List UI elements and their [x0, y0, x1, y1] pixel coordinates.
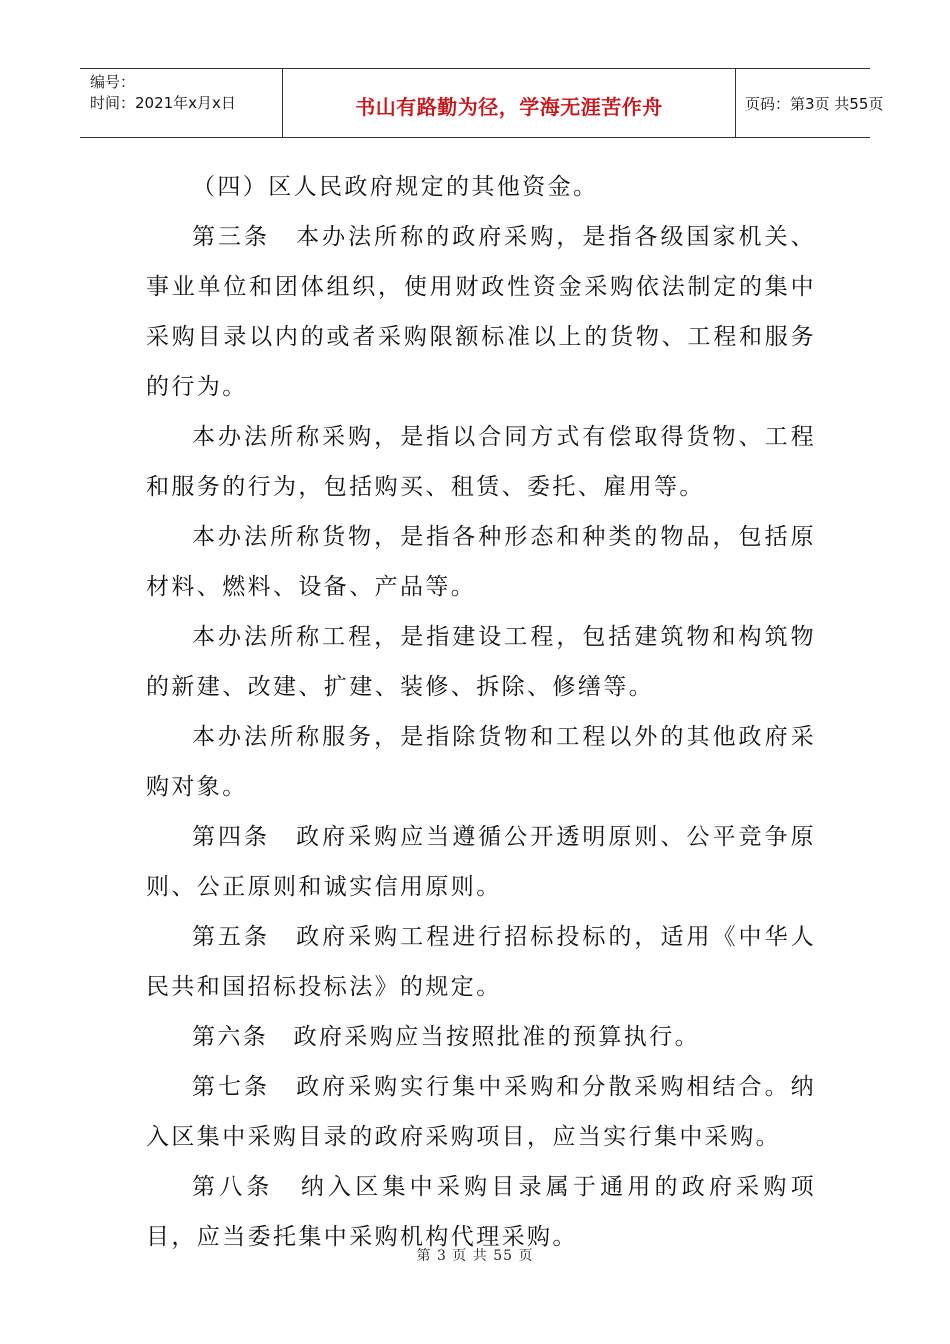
header-motto-cell: [282, 69, 736, 137]
header-left-cell: [80, 69, 282, 137]
paragraph: 本办法所称服务，是指除货物和工程以外的其他政府采购对象。: [146, 724, 816, 800]
paragraph: 本办法所称工程，是指建设工程，包括建筑物和构筑物的新建、改建、扩建、装修、拆除、修缮等。: [146, 624, 816, 700]
header-motto: 书山有路勤为径，学海无涯苦作舟: [355, 95, 663, 119]
paragraph: 第四条 政府采购应当遵循公开透明原则、公平竞争原则、公正原则和诚实信用原则。: [146, 824, 816, 900]
paragraph: 第七条 政府采购实行集中采购和分散采购相结合。纳入区集中采购目录的政府采购项目，应当实行集中采购。: [146, 1074, 816, 1150]
paragraph: （四）区人民政府规定的其他资金。: [192, 174, 599, 200]
document-body: [146, 162, 816, 1262]
header-right-cell: [735, 69, 884, 137]
date-label: 时间：2021年x月x日: [90, 94, 236, 112]
serial-number-label: 编号：: [90, 73, 136, 91]
paragraph: 第六条 政府采购应当按照批准的预算执行。: [192, 1024, 700, 1050]
paragraph: 第三条 本办法所称的政府采购，是指各级国家机关、事业单位和团体组织，使用财政性资金采购依法制定的集中采购目录以内的或者采购限额标准以上的货物、工程和服务的行为。: [146, 224, 816, 400]
page-header: [80, 68, 884, 138]
paragraph: 第五条 政府采购工程进行招标投标的，适用《中华人民共和国招标投标法》的规定。: [146, 924, 816, 1000]
header-page-info: 页码：第3页 共55页: [745, 95, 884, 113]
paragraph: 本办法所称采购，是指以合同方式有偿取得货物、工程和服务的行为，包括购买、租赁、委托、雇用等。: [146, 424, 816, 500]
page-footer: 第 3 页 共 55 页: [416, 1248, 534, 1264]
paragraph: 第八条 纳入区集中采购目录属于通用的政府采购项目，应当委托集中采购机构代理采购。: [146, 1174, 816, 1250]
paragraph: 本办法所称货物，是指各种形态和种类的物品，包括原材料、燃料、设备、产品等。: [146, 524, 816, 600]
